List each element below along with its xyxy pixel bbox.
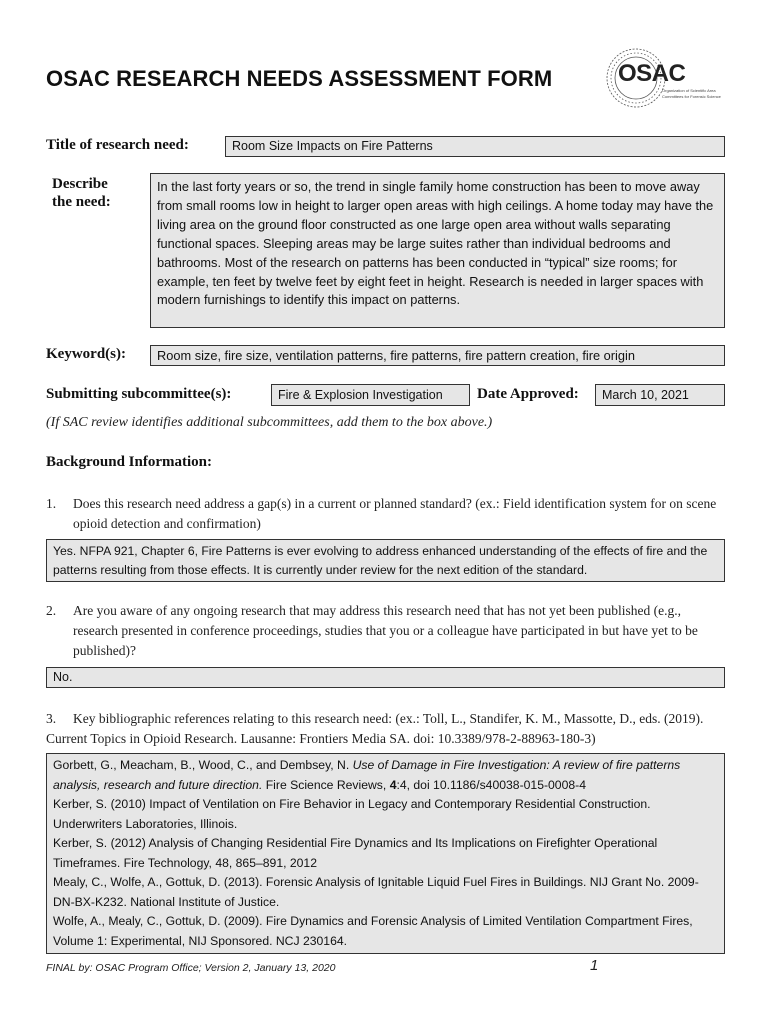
- question-1-text: Does this research need address a gap(s) in a current or planned standard? (ex.: Field identification system for on scene opioid detection and confirmation): [73, 496, 717, 531]
- describe-field[interactable]: In the last forty years or so, the trend in single family home construction has been to move away from small rooms low in height to larger open areas with high ceilings. A home today may have the living area on the ground floor constructed as one large open area without walls separating functional spaces. Sleeping areas may be large suites rather than individual bedrooms and bathrooms. Most of the research on patterns has been conducted in “typical” size rooms; for example, ten feet by twelve feet by eight feet in height. Research is needed in larger spaces with modern furnishings to identify this impact on patterns.: [150, 173, 725, 328]
- footer-text: FINAL by: OSAC Program Office; Version 2, January 13, 2020: [46, 962, 336, 974]
- date-approved-label: Date Approved:: [477, 386, 579, 402]
- describe-label-2: the need:: [52, 194, 111, 210]
- title-field[interactable]: Room Size Impacts on Fire Patterns: [225, 136, 725, 157]
- page-number: 1: [590, 957, 599, 974]
- page-title: OSAC RESEARCH NEEDS ASSESSMENT FORM: [46, 66, 553, 91]
- reference-2: Kerber, S. (2010) Impact of Ventilation on Fire Behavior in Legacy and Contemporary Residential Construction. Underwriters Laboratories, Illinois.: [53, 797, 651, 831]
- osac-logo: [604, 46, 734, 110]
- reference-3: Kerber, S. (2012) Analysis of Changing Residential Fire Dynamics and Its Implications on Firefighter Operational Timeframes. Fire Technology, 48, 865–891, 2012: [53, 836, 658, 870]
- reference-1: Gorbett, G., Meacham, B., Wood, C., and Dembsey, N. Use of Damage in Fire Investigation: A review of fire patterns analysis, research and future direction. Fire Science Reviews, 4:4, doi 10.1186/s40038-015-0008-4: [53, 758, 681, 792]
- question-2-number: 2.: [46, 603, 57, 618]
- answer-1-field[interactable]: Yes. NFPA 921, Chapter 6, Fire Patterns is ever evolving to address enhanced understanding of the effects of fire and the patterns resulting from those effects. It is currently under review for the next edition of the standard.: [46, 539, 725, 582]
- date-approved-field[interactable]: March 10, 2021: [595, 384, 725, 406]
- reference-4: Mealy, C., Wolfe, A., Gottuk, D. (2013). Forensic Analysis of Ignitable Liquid Fuel Fires in Buildings. NIJ Grant No. 2009-DN-BX-K232. National Institute of Justice.: [53, 875, 699, 909]
- sac-note: (If SAC review identifies additional subcommittees, add them to the box above.): [46, 415, 493, 430]
- osac-logo-subtext-2: Committees for Forensic Science: [662, 94, 721, 99]
- subcommittee-label: Submitting subcommittee(s):: [46, 386, 232, 402]
- subcommittee-field[interactable]: Fire & Explosion Investigation: [271, 384, 470, 406]
- keywords-label: Keyword(s):: [46, 346, 126, 362]
- question-1-number: 1.: [46, 496, 57, 511]
- background-heading: Background Information:: [46, 454, 212, 470]
- references-field[interactable]: [46, 753, 725, 954]
- osac-logo-text: OSAC: [618, 60, 686, 87]
- question-3-number: 3.: [46, 711, 57, 726]
- reference-5: Wolfe, A., Mealy, C., Gottuk, D. (2009). Fire Dynamics and Forensic Analysis of Limited Ventilation Compartment Fires, Volume 1: Experimental, NIJ Sponsored. NCJ 230164.: [53, 914, 693, 948]
- describe-label-1: Describe: [52, 176, 108, 192]
- question-3-body: Key bibliographic references relating to this research need: (ex.: Toll, L., Standifer, K. M., Massotte, D., eds. (2019). Current Topics in Opioid Research. Lausanne: Frontiers Media SA. doi: 10.3389/978-2-88963-180-3): [46, 711, 704, 746]
- osac-logo-subtext-1: Organization of Scientific Area: [662, 88, 716, 93]
- question-3-text: [46, 709, 725, 749]
- question-2-text: Are you aware of any ongoing research that may address this research need that has not yet been published (e.g., research presented in conference proceedings, studies that you or a colleague have participated in but have yet to be published)?: [73, 603, 698, 658]
- answer-2-field[interactable]: No.: [46, 667, 725, 688]
- keywords-field[interactable]: Room size, fire size, ventilation patterns, fire patterns, fire pattern creation, fire origin: [150, 345, 725, 366]
- title-label: Title of research need:: [46, 137, 189, 153]
